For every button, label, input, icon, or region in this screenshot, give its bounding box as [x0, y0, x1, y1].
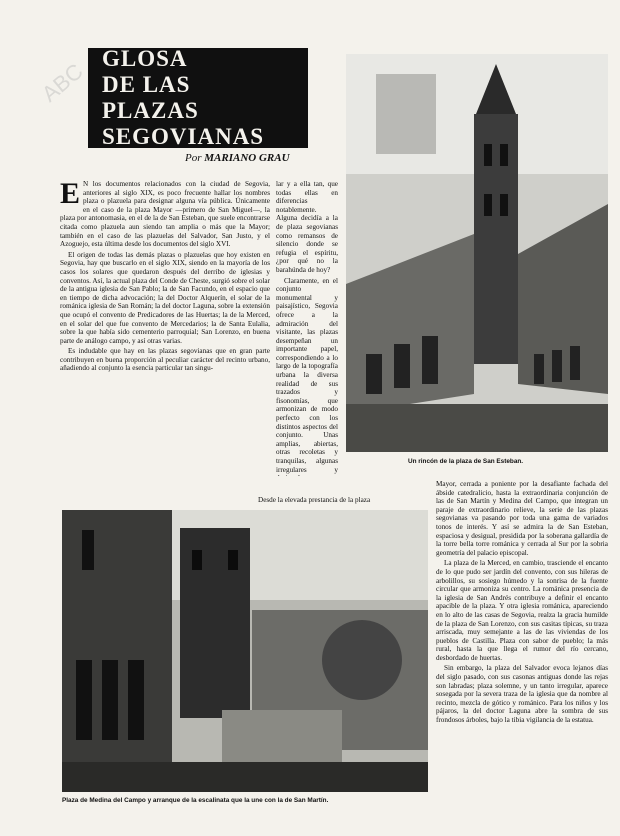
title-line-1: GLOSA [102, 46, 188, 71]
watermark-left: ABC [36, 58, 88, 107]
photo-medina-del-campo [62, 510, 428, 792]
col2-paragraph-2: Claramente, en el conjunto monumental y paisajístico, Segovia ofrece a la admiración del visitante, las plazas desempeñan un importante papel, correspondiendo a lo largo de la topografía urbana la diversa realidad de sus trazados y fisonomías, que armonizan de modo perfecto con los distintos aspectos del conjunto. Unas amplias, abiertas, otras recoletas y tranquilas, algunas irregulares y [276, 276, 338, 474]
col3-paragraph-2: La plaza de la Merced, en cambio, trasciende el encanto de lo que pudo ser jardín del convento, con sus hileras de arbolillos, su sosiego húmedo y la sonrisa de la fuente circular que armoniza su centro. La románica presencia de la iglesia de San Andrés contribuye a definir el encanto apacible de la plaza. Y otra iglesia románica, apareciendo en lo alto de las casas de Segovia, realza la gracia humilde de la plaza de San Lorenzo, con sus casitas típicas, su traza arriscada, muy semejante a las de las viviendas de los pueblos de Castilla. Plaza con sabor de pueblo; la más rural, hasta la que llega el rumor del río cercano, desbordado de huertas. [436, 559, 608, 662]
col2-paragraph-1: lar y a ella tan, que todas ellas en diferencias notablemente. Alguna decidía a la de plaza segovianas como remansos de silencio donde se refugia el espíritu, ¿por qué no la barahúnda de hoy? [276, 180, 338, 274]
byline-author: MARIANO GRAU [204, 152, 290, 164]
title-line-3: PLAZAS SEGOVIANAS [102, 98, 265, 149]
title-line-2: DE LAS [102, 72, 191, 97]
byline-prefix: Por [185, 152, 202, 164]
col1-paragraph-2: El origen de todas las demás plazas o plazuelas que hoy existen en Segovia, hay que buscarlo en el siglo XIX, siendo en la mayoría de los casos los solares que quedaron después del derribo de iglesias y conventos. Así, la actual plaza del Conde de Cheste, surgió sobre el solar de la antigua iglesia de San Pablo; la de San Facundo, en el espacio que en tiempo de dicha advocación; la del Doctor Alquerín, el solar de la románica iglesia de San Román; la del doctor Laguna, sobre la extensión que ocupó el convento de Predicadores de las Huertas; la de la Merced, en el solar del que fue convento de Mercedarios; la de Santa Eulalia, sobre la que había sido cementerio parroquial; San Lorenzo, en buena parte de análogo campo, y así otras varias. [60, 250, 270, 345]
drop-cap: E [60, 180, 81, 210]
col1-paragraph-1: N los documentos relacionados con la ciudad de Segovia, anteriores al siglo XIX, es poco frecuente hallar los nombres plaza o plazuela para designar alguna vía pública. Únicamente en el caso de la plaza Mayor —primero de San Miguel—, la plaza por antonomasia, en el de la de San Esteban, que suele encontrarse citada como plazuela aun siendo tan amplia o más que la Mayor; también en el caso de las plazuelas del Salvador, San Justo, y el Azoguejo, esta última desde los documentos del siglo XVI. [60, 180, 270, 249]
article-title [88, 48, 308, 148]
col3-paragraph-3: Sin embargo, la plaza del Salvador evoca lejanos días del siglo pasado, con sus casonas antiguas donde las rejas son labradas; plaza solemne, y un tanto irregular, aparece sosegada por la severa traza de la iglesia que da nombre al recinto, mezcla de gótico y románico. Para los niños y los pájaros, la del doctor Laguna abre la sombra de sus frondosos árboles, bajo la tibia vigilancia de la estatua. [436, 664, 608, 725]
photo-san-esteban [346, 54, 608, 452]
col1-paragraph-3: Es indudable que hay en las plazas segovianas que en gran parte contribuyen en buena proporción al peculiar carácter del recinto urbano, añadiendo al conjunto la esencia particular tan singu- [60, 347, 270, 373]
column-3 [436, 480, 608, 832]
caption-san-esteban: Un rincón de la plaza de San Esteban. [408, 458, 524, 465]
caption-medina-del-campo: Plaza de Medina del Campo y arranque de la escalinata que la une con la de San Martín. [62, 797, 329, 804]
bridge-text: Desde la elevada prestancia de la plaza [258, 496, 371, 504]
byline [185, 152, 290, 164]
column-2 [276, 180, 338, 476]
column-1 [60, 180, 270, 476]
col3-paragraph-1: Mayor, cerrada a poniente por la desafiante fachada del ábside catedralicio, hasta la extraordinaria conjunción de las de San Martín y Medina del Campo, que integran un paraje de extraordinario relieve, la serie de las plazas segovianas va pasando por toda una gama de variados tonos de interés. Y así se admira la de San Esteban, espaciosa y desigual, presidida por la soberana gallardía de la torre bella torre románica y cerrada al Sur por la sobria geometría del palacio episcopal. [436, 480, 608, 557]
